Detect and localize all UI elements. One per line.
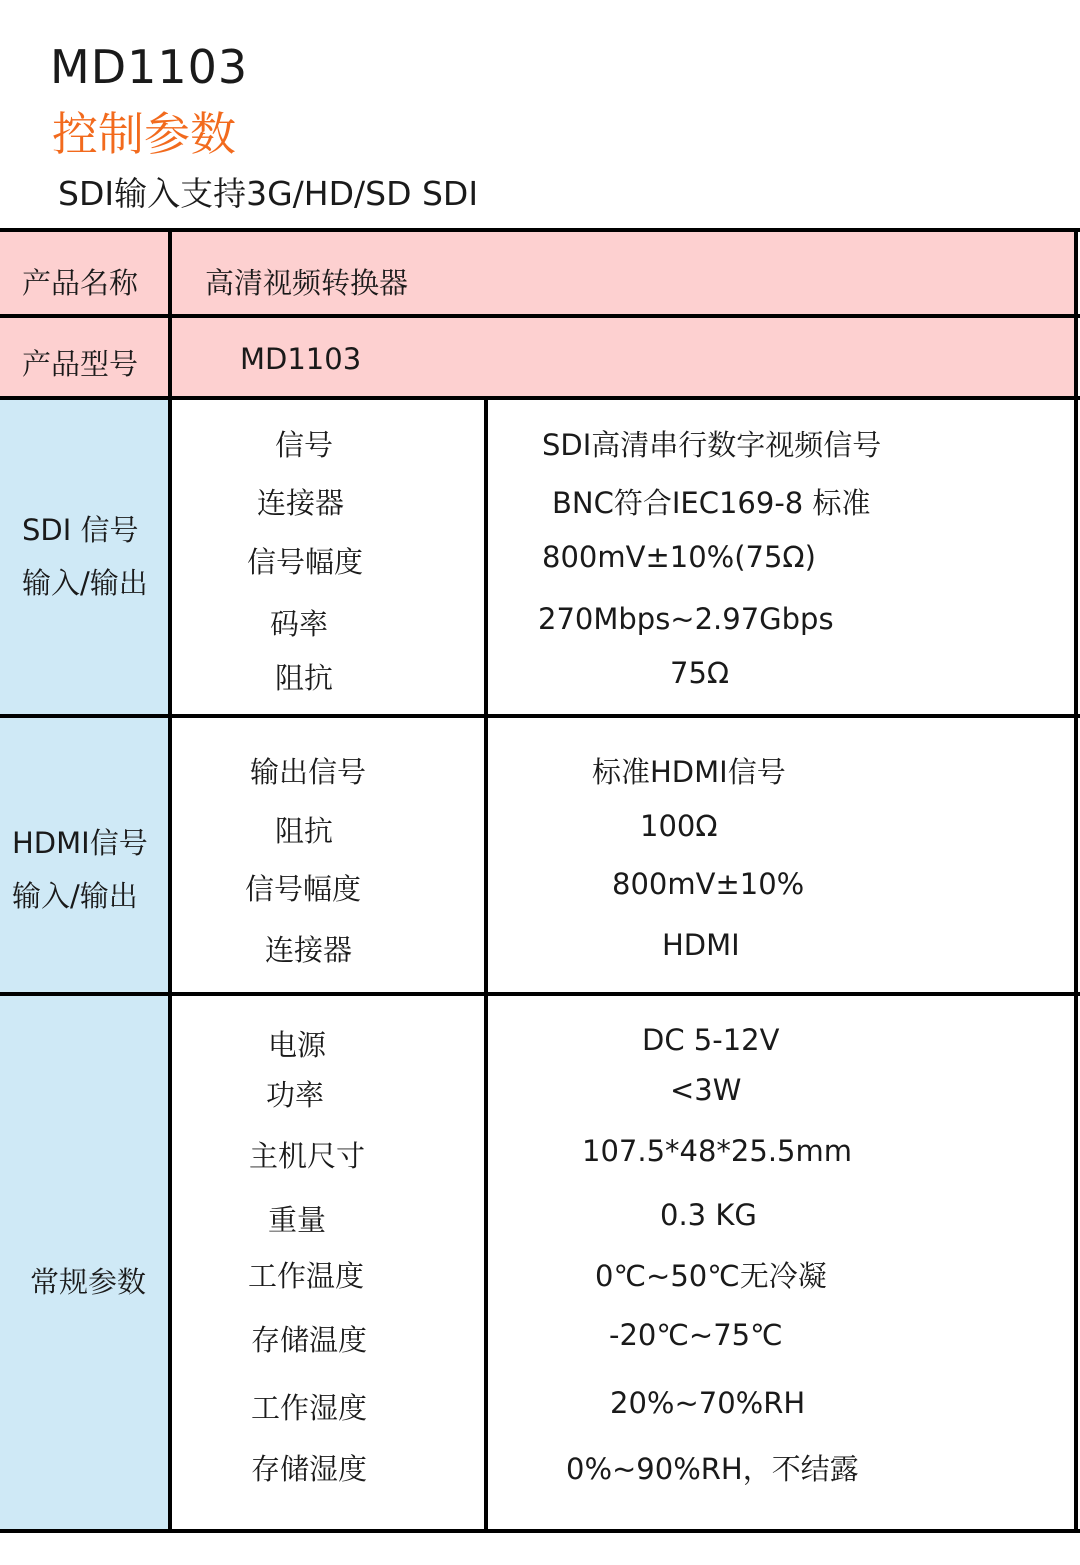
param-label: 连接器 [265,933,353,967]
param-label: 输出信号 [250,755,367,789]
param-value: 100Ω [640,809,718,843]
param-label: 信号幅度 [247,545,364,579]
param-label: 阻抗 [275,814,334,848]
group-title-sdi [22,504,148,610]
group-title-general: 常规参数 [30,1265,147,1299]
param-label: 功率 [266,1078,325,1112]
model-heading: MD1103 [50,40,249,94]
param-label: 主机尺寸 [249,1139,366,1173]
param-label: 连接器 [257,486,345,520]
param-value: 20%~70%RH [610,1386,806,1420]
spec-table [0,228,1080,1533]
param-value: 0℃~50℃无冷凝 [595,1259,827,1293]
grid-line [0,228,1080,232]
param-value: DC 5-12V [642,1023,780,1057]
param-label: 电源 [268,1028,327,1062]
grid-line [1074,228,1078,1533]
grid-line [0,314,1080,318]
group-title-line: 输入/输出 [12,879,138,913]
grid-line [484,396,488,1533]
param-label: 码率 [270,607,329,641]
param-label: 工作温度 [248,1259,365,1293]
group-title-hdmi [12,817,148,923]
param-value: 800mV±10% [612,867,805,901]
grid-line [0,992,1080,996]
param-value: <3W [670,1073,742,1107]
group-title-line: 输入/输出 [22,566,148,600]
product-model-value: MD1103 [240,342,362,376]
grid-line [168,228,172,1533]
param-value: 800mV±10%(75Ω) [542,540,816,574]
param-value: BNC符合IEC169-8 标准 [552,486,871,520]
product-name-label: 产品名称 [22,266,139,300]
param-value: 标准HDMI信号 [592,755,786,789]
subtitle: SDI输入支持3G/HD/SD SDI [58,174,479,213]
grid-line [0,1529,1080,1533]
param-value: -20℃~75℃ [609,1318,783,1352]
param-value: 0%~90%RH，不结露 [566,1452,859,1486]
section-title: 控制参数 [52,107,236,161]
group-title-line: SDI 信号 [22,513,139,547]
product-model-label: 产品型号 [22,347,139,381]
param-label: 阻抗 [275,661,334,695]
grid-line [0,714,1080,718]
param-value: 270Mbps~2.97Gbps [538,602,834,636]
param-value: HDMI [662,928,740,962]
param-label: 信号 [275,428,334,462]
param-value: 0.3 KG [660,1198,757,1232]
param-label: 存储温度 [251,1323,368,1357]
grid-line [0,396,1080,400]
param-value: 75Ω [670,656,730,690]
param-value: SDI高清串行数字视频信号 [542,428,882,462]
param-label: 信号幅度 [245,872,362,906]
param-label: 重量 [268,1203,327,1237]
group-title-line: HDMI信号 [12,826,148,860]
param-value: 107.5*48*25.5mm [582,1134,852,1168]
param-label: 存储湿度 [251,1452,368,1486]
product-name-value: 高清视频转换器 [205,266,409,300]
param-label: 工作湿度 [251,1391,368,1425]
